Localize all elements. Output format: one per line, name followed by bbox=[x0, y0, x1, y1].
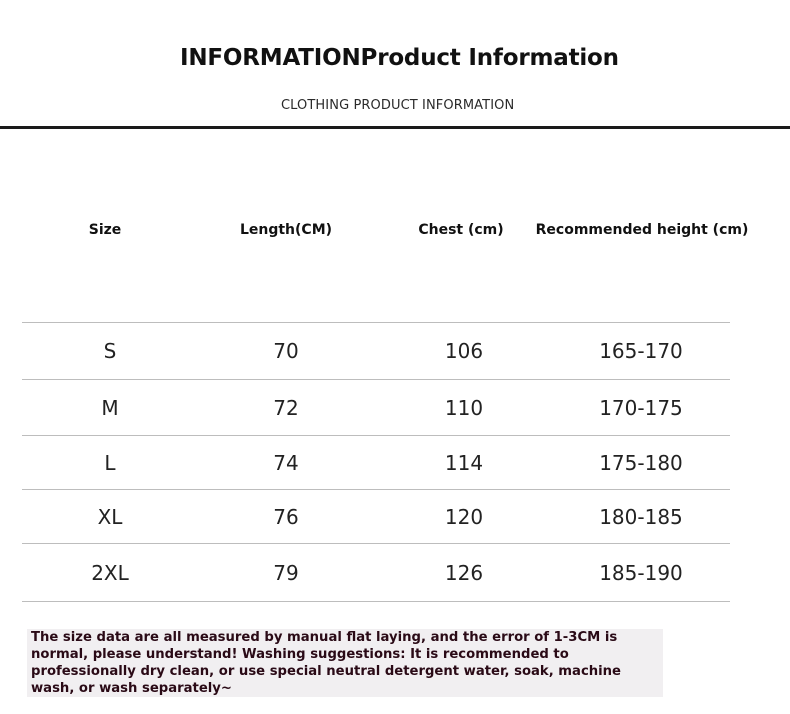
chest-cell: 110 bbox=[444, 395, 484, 420]
size-cell: S bbox=[103, 339, 117, 363]
height-cell: 170-175 bbox=[599, 395, 683, 420]
size-cell: XL bbox=[97, 504, 123, 529]
size-cell: M bbox=[101, 395, 119, 420]
size-cell: L bbox=[104, 450, 116, 475]
table-row bbox=[22, 543, 730, 602]
length-cell: 76 bbox=[273, 504, 299, 529]
table-row bbox=[22, 322, 730, 379]
header-divider bbox=[0, 126, 790, 129]
table-header-row bbox=[22, 222, 749, 246]
chest-cell: 120 bbox=[444, 504, 484, 529]
length-cell: 79 bbox=[273, 560, 299, 585]
chest-cell: 106 bbox=[444, 339, 484, 363]
height-cell: 180-185 bbox=[599, 504, 683, 529]
length-cell: 74 bbox=[273, 450, 299, 475]
measurement-washing-note bbox=[27, 629, 663, 697]
column-header-recommended-height: Recommended height (cm) bbox=[535, 222, 749, 238]
table-row bbox=[22, 489, 730, 543]
chest-cell: 114 bbox=[444, 450, 484, 475]
column-header-chest: Chest (cm) bbox=[418, 222, 504, 238]
height-cell: 175-180 bbox=[599, 450, 683, 475]
page-title: INFORMATIONProduct Information bbox=[180, 45, 619, 71]
chest-cell: 126 bbox=[444, 560, 484, 585]
height-cell: 165-170 bbox=[599, 339, 683, 363]
column-header-length: Length(CM) bbox=[239, 222, 333, 238]
length-cell: 72 bbox=[273, 395, 299, 420]
length-cell: 70 bbox=[273, 339, 299, 363]
table-row bbox=[22, 435, 730, 489]
size-cell: 2XL bbox=[91, 560, 129, 585]
height-cell: 185-190 bbox=[599, 560, 683, 585]
column-header-size: Size bbox=[88, 222, 122, 238]
table-row bbox=[22, 379, 730, 435]
page-subtitle: CLOTHING PRODUCT INFORMATION bbox=[281, 98, 515, 113]
note-text: The size data are all measured by manual flat laying, and the error of 1-3CM is normal, please understand! Washing suggestions: It is recommended to professionally dry clean, or use special neutral detergent water, soak, machine wash, or wash separately~ bbox=[31, 630, 622, 696]
